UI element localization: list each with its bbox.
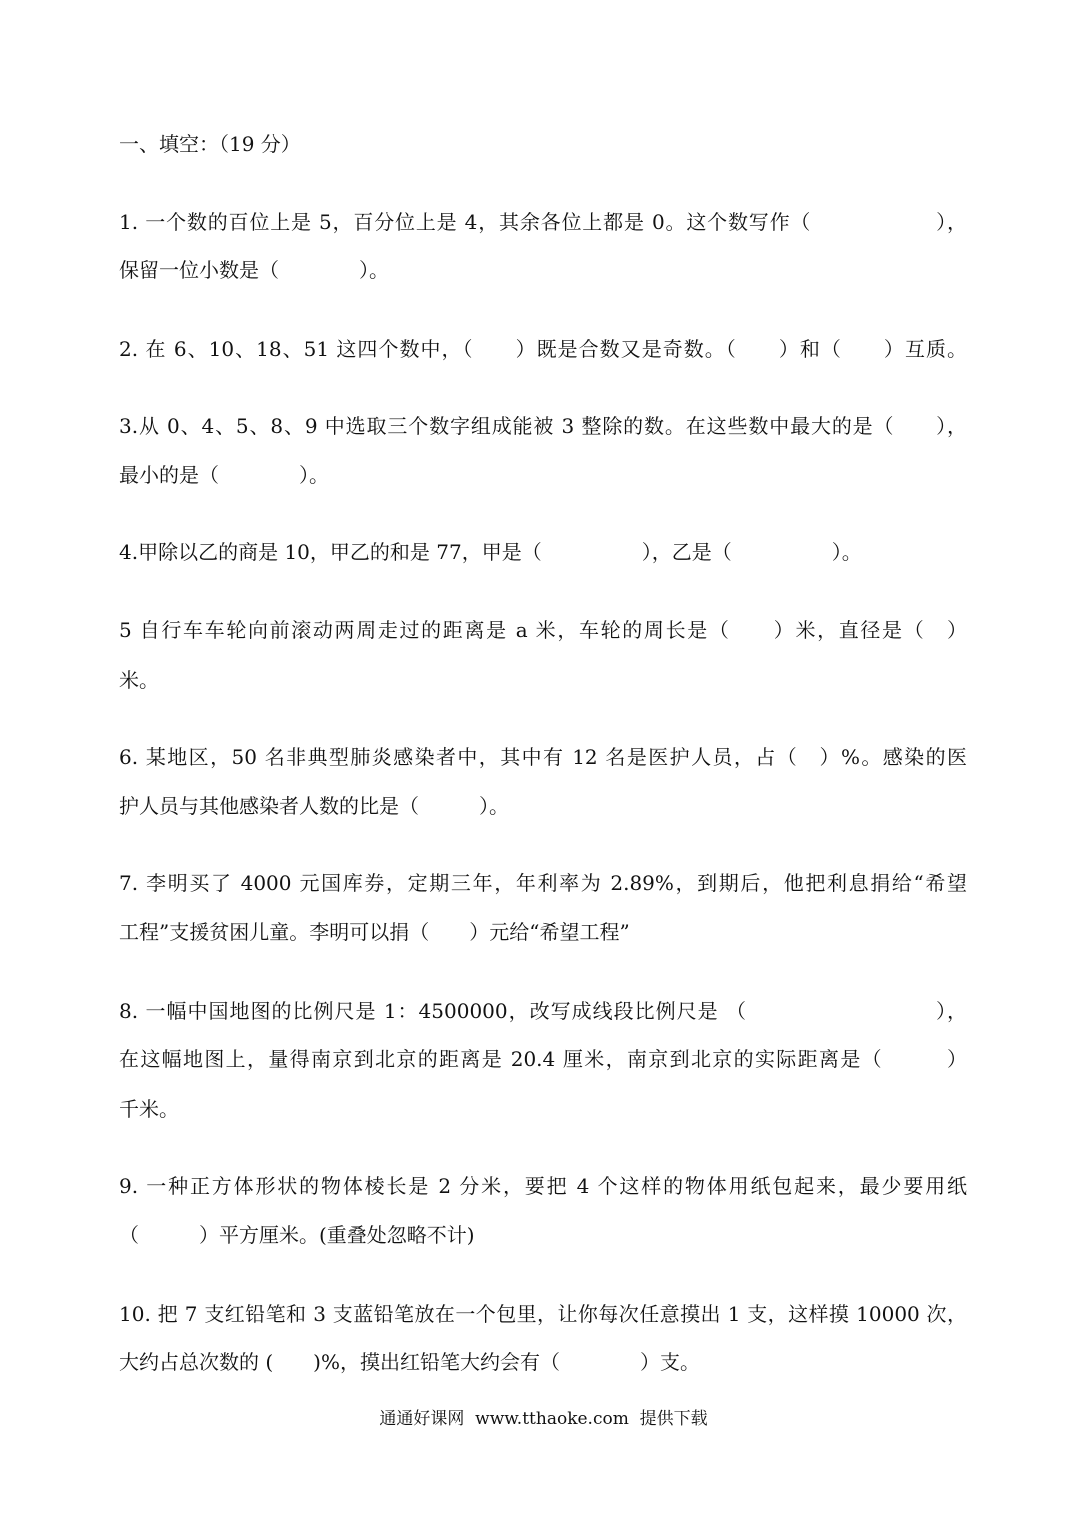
question-5-line-2: 米。 — [119, 668, 159, 692]
question-9-line-1: 9. 一种正方体形状的物体棱长是 2 分米，要把 4 个这样的物体用纸包起来，最少要用纸 — [119, 1174, 967, 1198]
question-6-line-1: 6. 某地区，50 名非典型肺炎感染者中，其中有 12 名是医护人员，占（ ）%。感染的医 — [119, 745, 967, 769]
question-3-line-1: 3.从 0、4、5、8、9 中选取三个数字组成能被 3 整除的数。在这些数中最大的是（ ）， — [119, 414, 967, 438]
question-7-line-1: 7. 李明买了 4000 元国库券，定期三年，年利率为 2.89%，到期后，他把利息捐给“希望 — [119, 871, 967, 895]
question-9-line-2: （ ）平方厘米。(重叠处忽略不计) — [119, 1223, 475, 1247]
question-2-line-1: 2. 在 6、10、18、51 这四个数中，（ ）既是合数又是奇数。（ ）和（ ）互质。 — [119, 337, 967, 361]
question-8-line-1: 8. 一幅中国地图的比例尺是 1：4500000，改写成线段比例尺是 （ ）， — [119, 999, 967, 1023]
section-heading: 一、填空：（19 分） — [119, 132, 301, 156]
question-4-line-1: 4.甲除以乙的商是 10，甲乙的和是 77，甲是（ ），乙是（ ）。 — [119, 540, 862, 564]
question-8-line-2: 在这幅地图上，量得南京到北京的距离是 20.4 厘米，南京到北京的实际距离是（ ） — [119, 1047, 967, 1071]
page-footer: 通通好课网 www.tthaoke.com 提供下载 — [379, 1409, 708, 1429]
question-7-line-2: 工程”支援贫困儿童。李明可以捐（ ）元给“希望工程” — [119, 920, 630, 944]
question-1-line-2: 保留一位小数是（ ）。 — [119, 258, 389, 282]
question-10-line-1: 10. 把 7 支红铅笔和 3 支蓝铅笔放在一个包里，让你每次任意摸出 1 支，这样摸 10000 次， — [119, 1302, 967, 1326]
question-3-line-2: 最小的是（ ）。 — [119, 463, 329, 487]
question-6-line-2: 护人员与其他感染者人数的比是（ ）。 — [119, 794, 509, 818]
question-1-line-1: 1. 一个数的百位上是 5，百分位上是 4，其余各位上都是 0。这个数写作（ ）， — [119, 210, 967, 234]
question-10-line-2: 大约占总次数的 ( )%，摸出红铅笔大约会有（ ）支。 — [119, 1350, 700, 1374]
question-5-line-1: 5 自行车车轮向前滚动两周走过的距离是 a 米，车轮的周长是（ ）米，直径是（ ） — [119, 618, 967, 642]
question-8-line-3: 千米。 — [119, 1097, 179, 1121]
